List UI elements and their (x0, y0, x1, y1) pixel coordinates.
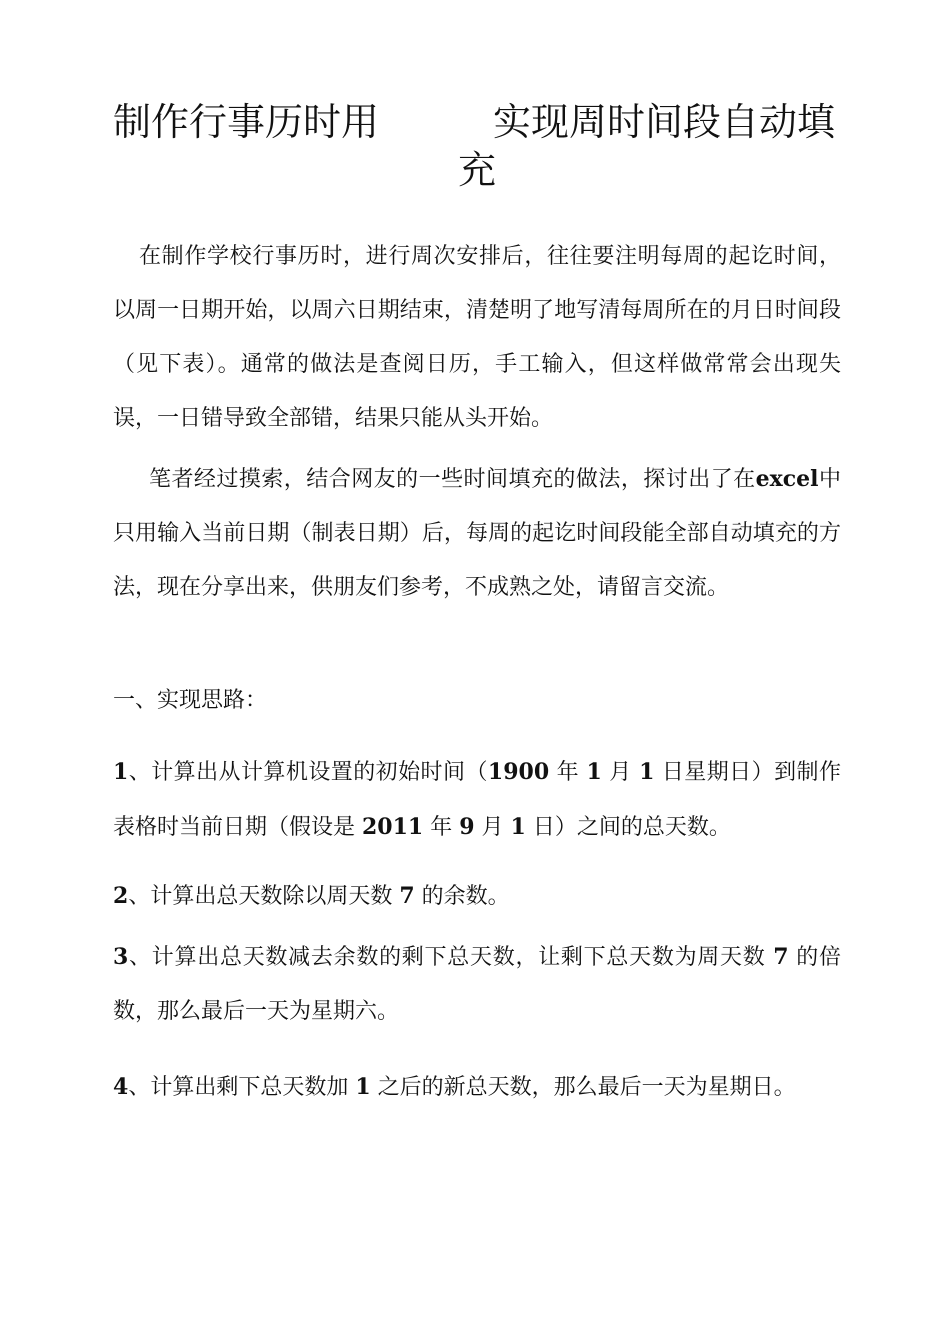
step-number-value: 1 (355, 1074, 371, 1100)
step-number-value: 1900 (487, 759, 550, 785)
intro-paragraph: 在制作学校行事历时，进行周次安排后，往往要注明每周的起讫时间，以周一日期开始，以周六日期结束，清楚明了地写清每周所在的月日时间段（见下表）。通常的做法是查阅日历，手工输入，但这样做常常会出现失误，一日错导致全部错，结果只能从头开始。 (113, 244, 841, 431)
step-text: 之后的新总天数，那么最后一天为星期日。 (370, 1075, 796, 1100)
step-text: 月 (474, 815, 511, 840)
method-paragraph (113, 452, 841, 615)
step-number: 3 (113, 944, 129, 970)
step-number-value: 7 (399, 883, 415, 909)
step-item-1 (113, 745, 841, 855)
step-text: 、计算出总天数减去余数的剩下总天数，让剩下总天数为周天数 (128, 945, 774, 970)
step-number-value: 9 (459, 814, 475, 840)
step-number: 1 (113, 759, 129, 785)
step-text: 年 (549, 760, 587, 785)
step-number-value: 1 (510, 814, 526, 840)
step-number-value: 1 (586, 759, 602, 785)
title-part-2: 实现周时间段自动填 (493, 100, 836, 144)
step-text: 的余数。 (414, 884, 510, 909)
step-text: 月 (601, 760, 640, 785)
step-text: 、计算出剩下总天数加 (128, 1075, 356, 1100)
step-text: 、计算出总天数除以周天数 (128, 884, 400, 909)
title-part-1: 制作行事历时用 (113, 100, 380, 144)
step-text: 的倍数，那么最后一天为星期六。 (113, 945, 842, 1024)
method-text-before: 笔者经过摸索，结合网友的一些时间填充的做法，探讨出了在 (149, 467, 756, 492)
step-number: 4 (113, 1074, 129, 1100)
step-item-3 (113, 930, 841, 1039)
section-heading: 一、实现思路： (113, 688, 268, 713)
step-number-value: 2011 (362, 814, 424, 840)
title-part-3: 充 (458, 148, 497, 192)
step-number-value: 7 (773, 944, 789, 970)
step-text: 年 (423, 815, 460, 840)
step-text: 日）之间的总天数。 (525, 815, 731, 840)
step-item-4 (113, 1060, 841, 1115)
excel-keyword: excel (755, 466, 819, 492)
step-number-value: 1 (639, 759, 655, 785)
step-number: 2 (113, 883, 129, 909)
method-text-after: 中只用输入当前日期（制表日期）后，每周的起讫时间段能全部自动填充的方法，现在分享出来，供朋友们参考，不成熟之处，请留言交流。 (113, 467, 841, 600)
step-item-2 (113, 869, 841, 924)
step-text: 、计算出从计算机设置的初始时间（ (128, 760, 488, 785)
step-text: 日星期日）到制作表格时当前日期（假设是 (113, 760, 841, 840)
